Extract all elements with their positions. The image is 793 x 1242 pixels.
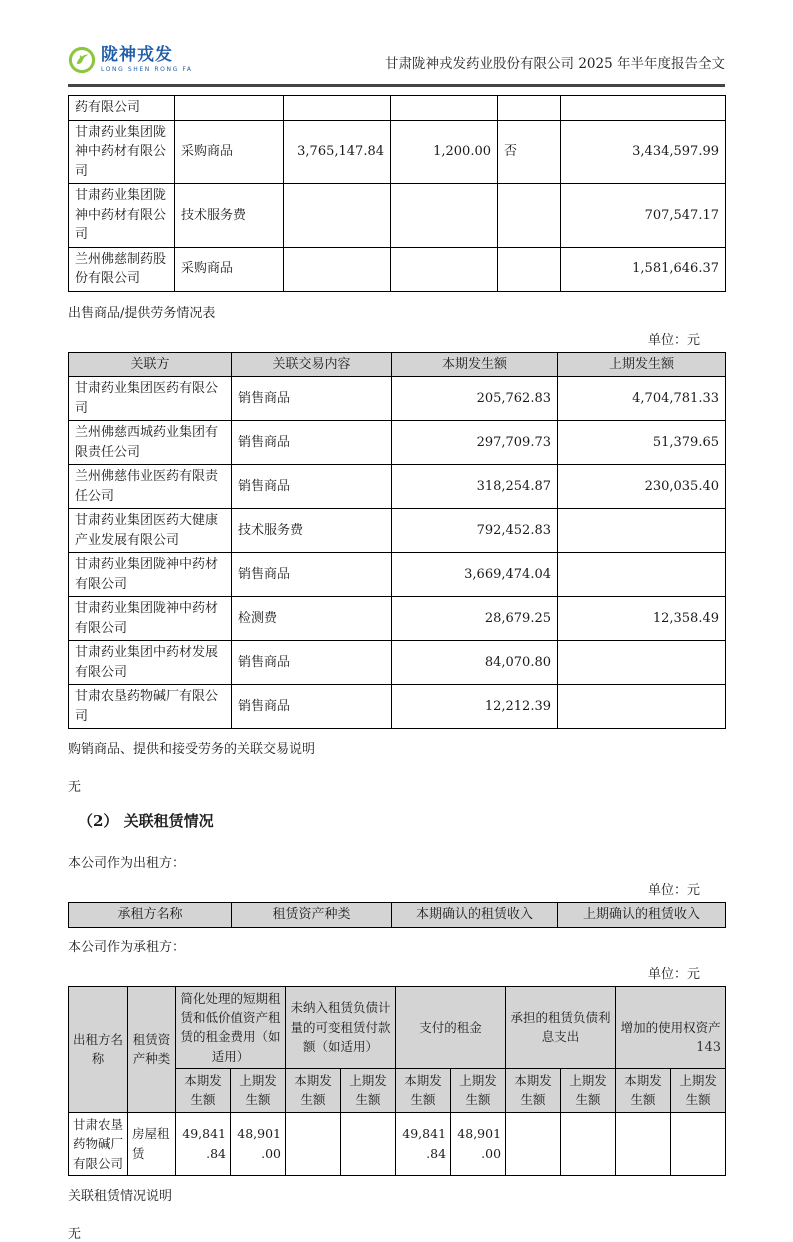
table-cell: 230,035.40 <box>558 465 726 509</box>
logo-icon <box>68 46 96 74</box>
table-cell: 甘肃药业集团中药材发展有限公司 <box>69 641 232 685</box>
column-subheader: 本期发生额 <box>176 1069 231 1113</box>
table-cell: 49,841.84 <box>176 1112 231 1175</box>
lessee-intro: 本公司作为承租方： <box>68 939 186 955</box>
table-cell <box>561 96 726 121</box>
column-header: 租赁资产种类 <box>232 903 392 928</box>
table-cell: 采购商品 <box>175 247 284 291</box>
table-row <box>69 597 726 641</box>
table-cell <box>498 247 561 291</box>
table-cell <box>391 184 498 248</box>
document-title: 甘肃陇神戎发药业股份有限公司 2025 年半年度报告全文 <box>385 56 725 72</box>
column-header: 关联方 <box>69 352 232 377</box>
table-cell: 甘肃药业集团陇神中药材有限公司 <box>69 597 232 641</box>
table-header-row <box>69 903 726 928</box>
column-subheader: 上期发生额 <box>231 1069 286 1113</box>
table-cell: 84,070.80 <box>392 641 558 685</box>
lessee-unit-label: 单位：元 <box>647 966 700 982</box>
company-logo <box>68 46 193 74</box>
table-cell: 技术服务费 <box>175 184 284 248</box>
table-cell: 甘肃药业集团陇神中药材有限公司 <box>69 120 175 184</box>
table-cell <box>284 247 391 291</box>
page-number: 143 <box>696 1040 721 1055</box>
lessor-unit-label: 单位：元 <box>647 883 700 898</box>
sales-note-label: 购销商品、提供和接受劳务的关联交易说明 <box>68 742 316 757</box>
lessor-lease-table <box>68 902 726 928</box>
table-cell: 兰州佛慈伟业医药有限责任公司 <box>69 465 232 509</box>
table-cell: 318,254.87 <box>392 465 558 509</box>
table-cell: 48,901.00 <box>451 1112 506 1175</box>
table-cell <box>175 96 284 121</box>
table-cell: 甘肃药业集团陇神中药材有限公司 <box>69 184 175 248</box>
table-header-row <box>69 352 726 377</box>
lease-note-label: 关联租赁情况说明 <box>68 1188 173 1204</box>
sales-goods-table <box>68 352 726 730</box>
column-header: 上期发生额 <box>558 352 726 377</box>
column-group-header: 未纳入租赁负债计量的可变租赁付款额（如适用） <box>286 986 396 1069</box>
column-header: 本期确认的租赁收入 <box>392 903 558 928</box>
column-group-header: 支付的租金 <box>396 986 506 1069</box>
table-cell: 采购商品 <box>175 120 284 184</box>
table-cell: 甘肃农垦药物碱厂有限公司 <box>69 1112 128 1175</box>
lease-note-value: 无 <box>68 1226 82 1242</box>
table-cell: 3,765,147.84 <box>284 120 391 184</box>
column-subheader: 上期发生额 <box>451 1069 506 1113</box>
lease-section-heading: （2） 关联租赁情况 <box>78 812 214 830</box>
column-subheader: 上期发生额 <box>341 1069 396 1113</box>
table-cell <box>558 509 726 553</box>
table-cell: 甘肃药业集团医药大健康产业发展有限公司 <box>69 509 232 553</box>
column-subheader: 上期发生额 <box>561 1069 616 1113</box>
logo-text <box>101 47 193 73</box>
column-group-header: 增加的使用权资产 <box>616 986 726 1069</box>
table-cell: 销售商品 <box>232 641 392 685</box>
table-cell <box>558 685 726 729</box>
header-divider <box>68 84 725 87</box>
table-row <box>69 96 726 121</box>
table-cell: 房屋租赁 <box>128 1112 176 1175</box>
table-cell: 12,212.39 <box>392 685 558 729</box>
page-header <box>68 46 725 74</box>
table-cell: 49,841.84 <box>396 1112 451 1175</box>
table-cell: 51,379.65 <box>558 421 726 465</box>
table-cell: 甘肃药业集团医药有限公司 <box>69 377 232 421</box>
column-header: 承租方名称 <box>69 903 232 928</box>
table-row <box>69 421 726 465</box>
table-cell: 销售商品 <box>232 465 392 509</box>
logo-en-text: LONG SHEN RONG FA <box>101 66 193 73</box>
column-header: 上期确认的租赁收入 <box>558 903 726 928</box>
table-cell: 205,762.83 <box>392 377 558 421</box>
table-cell <box>558 553 726 597</box>
table-cell <box>391 96 498 121</box>
sales-note-value: 无 <box>68 780 82 795</box>
table-cell: 销售商品 <box>232 553 392 597</box>
table-cell: 297,709.73 <box>392 421 558 465</box>
table-cell <box>498 96 561 121</box>
column-header: 关联交易内容 <box>232 352 392 377</box>
table-cell: 销售商品 <box>232 377 392 421</box>
table-cell: 3,669,474.04 <box>392 553 558 597</box>
table-cell: 甘肃农垦药物碱厂有限公司 <box>69 685 232 729</box>
table-row <box>69 509 726 553</box>
table-cell: 检测费 <box>232 597 392 641</box>
table-row <box>69 685 726 729</box>
table-cell <box>558 641 726 685</box>
table-cell: 28,679.25 <box>392 597 558 641</box>
table-cell: 甘肃药业集团陇神中药材有限公司 <box>69 553 232 597</box>
table-cell: 4,704,781.33 <box>558 377 726 421</box>
table-row <box>69 553 726 597</box>
table-cell <box>498 184 561 248</box>
table-cell: 兰州佛慈西城药业集团有限责任公司 <box>69 421 232 465</box>
table-cell <box>284 96 391 121</box>
column-header: 本期发生额 <box>392 352 558 377</box>
table-row <box>69 247 726 291</box>
table-row <box>69 377 726 421</box>
table-row <box>69 184 726 248</box>
lessor-intro: 本公司作为出租方： <box>68 856 186 871</box>
table-row <box>69 641 726 685</box>
table-group-header-row <box>69 986 726 1069</box>
page-content <box>68 95 725 1242</box>
table-cell: 3,434,597.99 <box>561 120 726 184</box>
table-cell: 48,901.00 <box>231 1112 286 1175</box>
purchase-goods-table <box>68 95 726 292</box>
table-cell: 707,547.17 <box>561 184 726 248</box>
sales-table-caption: 出售商品/提供劳务情况表 <box>68 305 216 321</box>
table-cell: 否 <box>498 120 561 184</box>
column-subheader: 本期发生额 <box>616 1069 671 1113</box>
table-cell: 技术服务费 <box>232 509 392 553</box>
table-cell: 药有限公司 <box>69 96 175 121</box>
column-group-header: 承担的租赁负债利息支出 <box>506 986 616 1069</box>
table-row <box>69 465 726 509</box>
column-header: 租赁资产种类 <box>128 986 176 1112</box>
table-cell: 1,581,646.37 <box>561 247 726 291</box>
table-row <box>69 120 726 184</box>
table-cell: 销售商品 <box>232 421 392 465</box>
column-group-header: 简化处理的短期租赁和低价值资产租赁的租金费用（如适用） <box>176 986 286 1069</box>
column-subheader: 上期发生额 <box>671 1069 726 1113</box>
table-cell: 销售商品 <box>232 685 392 729</box>
table-cell <box>391 247 498 291</box>
logo-cn-text: 陇神戎发 <box>101 45 173 65</box>
table-cell: 兰州佛慈制药股份有限公司 <box>69 247 175 291</box>
table-cell <box>284 184 391 248</box>
column-subheader: 本期发生额 <box>286 1069 341 1113</box>
table-cell: 12,358.49 <box>558 597 726 641</box>
column-header: 出租方名称 <box>69 986 128 1112</box>
column-subheader: 本期发生额 <box>506 1069 561 1113</box>
table-cell: 792,452.83 <box>392 509 558 553</box>
lessee-lease-table <box>68 986 726 1176</box>
table-cell: 1,200.00 <box>391 120 498 184</box>
column-subheader: 本期发生额 <box>396 1069 451 1113</box>
sales-unit-label: 单位：元 <box>647 332 700 348</box>
